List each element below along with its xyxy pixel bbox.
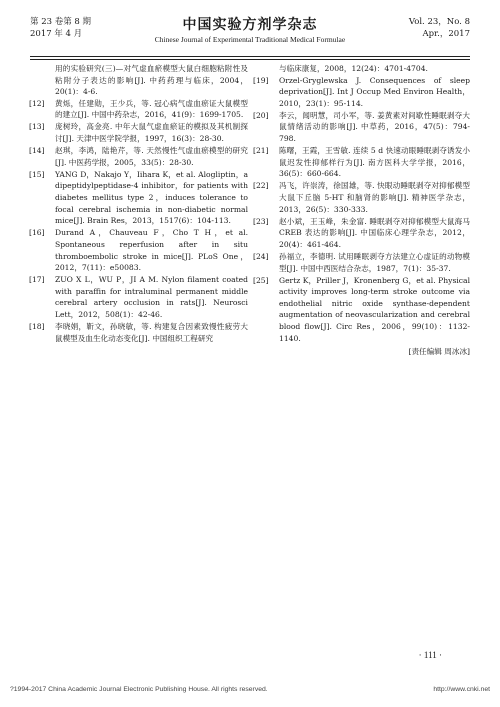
reference-continuation: 用的实验研究(三)—对气虚血瘀模型大鼠白细胞粘附性及粘附分子表达的影响[J]. 中药药理与临床，2004，20(1)：4-6. xyxy=(55,64,248,97)
reference-text: YANG D，Nakajo Y，Iihara K，et al. Alogliptin，a dipeptidylpeptidase-4 inhibitor，for patients with diabetes mellitus type 2，induces tolerance to focal cerebral ischemia in non-diabetic normal mice[J]. Brain Res，2013，1517(6)：104-113. xyxy=(55,169,248,226)
reference-item xyxy=(253,251,470,274)
reference-text: ZUO X L，WU P，JI A M. Nylon filament coated with paraffin for intraluminal permanent middle cerebral artery occlusion in rats[J]. Neurosci Lett，2012，508(1)：42-46. xyxy=(55,275,248,319)
reference-number: [12] xyxy=(29,98,45,108)
copyright-notice: ?1994-2017 China Academic Journal Electronic Publishing House. All rights reserved. xyxy=(10,686,268,693)
reference-text: Durand A，Chauveau F，Cho T H，et al. Spontaneous reperfusion after in situ thromboembolic stroke in mice[J]. PLoS One，2012，7(11)：e50083. xyxy=(55,228,248,273)
journal-title: 中国实验方剂学杂志 xyxy=(182,17,318,33)
header-date: 2017 年 4 月 xyxy=(30,29,83,39)
reference-number: [15] xyxy=(29,169,45,179)
reference-number: [16] xyxy=(29,228,45,238)
reference-text: 李晓娟，靳文，孙晓敏，等. 构建复合因素致慢性疲劳大鼠模型及血生化动态变化[J]. 中国组织工程研究 xyxy=(55,322,248,343)
header-volume-issue: 第 23 卷第 8 期 xyxy=(30,17,92,27)
page-header xyxy=(30,16,470,54)
reference-number: [20] xyxy=(253,110,269,120)
reference-text: Orzel-Gryglewska J. Consequences of sleep deprivation[J]. Int J Occup Med Environ Health，2010，23(1)：95-114. xyxy=(279,75,470,108)
header-date-en: Apr.，2017 xyxy=(422,29,470,39)
reference-item xyxy=(29,98,248,121)
reference-item xyxy=(253,180,470,215)
page-number: · 111 · xyxy=(418,650,442,660)
header-rule-thin xyxy=(30,59,470,60)
reference-item xyxy=(253,145,470,180)
reference-text: 李云，闻明慧，司小军，等. 姜黄素对间歇性睡眠剥夺大鼠情绪活动的影响[J]. 中草药，2016，47(5)：794-798. xyxy=(279,110,470,144)
reference-item xyxy=(29,227,248,273)
reference-text: 冯飞，许崇涛，徐国雄，等. 快眼动睡眠剥夺对抑郁模型大鼠下丘脑 5-HT 和脑肾的影响[J]. 精神医学杂志，2013，26(5)：330-333. xyxy=(279,181,470,214)
reference-text: 陈曙，王霞，王雪敏. 连续 5 d 快速动眼睡眠剥夺诱发小鼠迟发性抑郁样行为[J]. 南方医科大学学报，2016，36(5)：660-664. xyxy=(279,146,470,179)
website-link[interactable]: http://www.cnki.net xyxy=(433,686,490,693)
reference-item xyxy=(29,321,248,344)
reference-text: Gertz K，Priller J，Kronenberg G，et al. Physical activity improves long-term stroke outcome via endothelial nitric oxide synthase-dependent augmentation of neovascularization and cerebral blood flow[J]. Circ Res，2006，99(10)：1132-1140. xyxy=(279,275,470,343)
reference-item xyxy=(253,75,470,110)
reference-text: 黄烁，任建勋，王少兵，等. 冠心病气虚血瘀证大鼠模型的建立[J]. 中国中药杂志，2016，41(9)：1699-1705. xyxy=(55,98,248,120)
reference-item xyxy=(253,110,470,145)
header-volume-issue-en: Vol. 23，No. 8 xyxy=(408,17,470,27)
reference-number: [23] xyxy=(253,216,269,226)
reference-number: [13] xyxy=(29,122,45,132)
reference-number: [25] xyxy=(253,275,269,285)
reference-number: [22] xyxy=(253,181,269,191)
reference-text: 赵琪，李鸿，陆艳芹，等. 天然慢性气虚血瘀模型的研究[J]. 中医药学报，2005，33(5)：28-30. xyxy=(55,146,248,167)
reference-number: [19] xyxy=(253,75,269,85)
reference-item xyxy=(253,275,470,345)
reference-continuation: 与临床康复，2008，12(24)：4701-4704. xyxy=(279,64,428,73)
reference-text: 赵小斌，王玉峰，朱金富. 睡眠剥夺对抑郁模型大鼠海马 CREB 表达的影响[J]. 中国临床心理学杂志，2012，20(4)：461-464. xyxy=(279,216,470,249)
reference-text: 庞树玲，高金亮. 中年大鼠气虚血瘀证的模拟及其机制探讨[J]. 天津中医学院学报，1997，16(3)：28-30. xyxy=(55,122,248,144)
journal-title-en: Chinese Journal of Experimental Traditional Medical Formulae xyxy=(154,35,346,44)
reference-number: [24] xyxy=(253,252,269,261)
reference-item xyxy=(253,216,470,251)
reference-text: 孙福立，李德明. 试用睡眠剥夺方法建立心虚证的动物模型[J]. 中国中西医结合杂志，1987，7(1)：35-37. xyxy=(279,252,470,273)
reference-number: [21] xyxy=(253,146,269,156)
reference-number: [18] xyxy=(29,322,45,332)
header-rule xyxy=(30,56,470,57)
reference-item xyxy=(29,274,248,320)
reference-column-right xyxy=(253,63,470,358)
reference-item xyxy=(29,121,248,144)
reference-number: [14] xyxy=(29,146,45,156)
reference-column-left xyxy=(29,63,248,345)
header-volume-info-en xyxy=(409,16,470,40)
reference-item xyxy=(29,145,248,168)
header-journal xyxy=(30,16,470,46)
responsible-editor: [责任编辑 周冰冰] xyxy=(408,347,470,357)
reference-item xyxy=(29,169,248,227)
reference-number: [17] xyxy=(29,275,45,285)
